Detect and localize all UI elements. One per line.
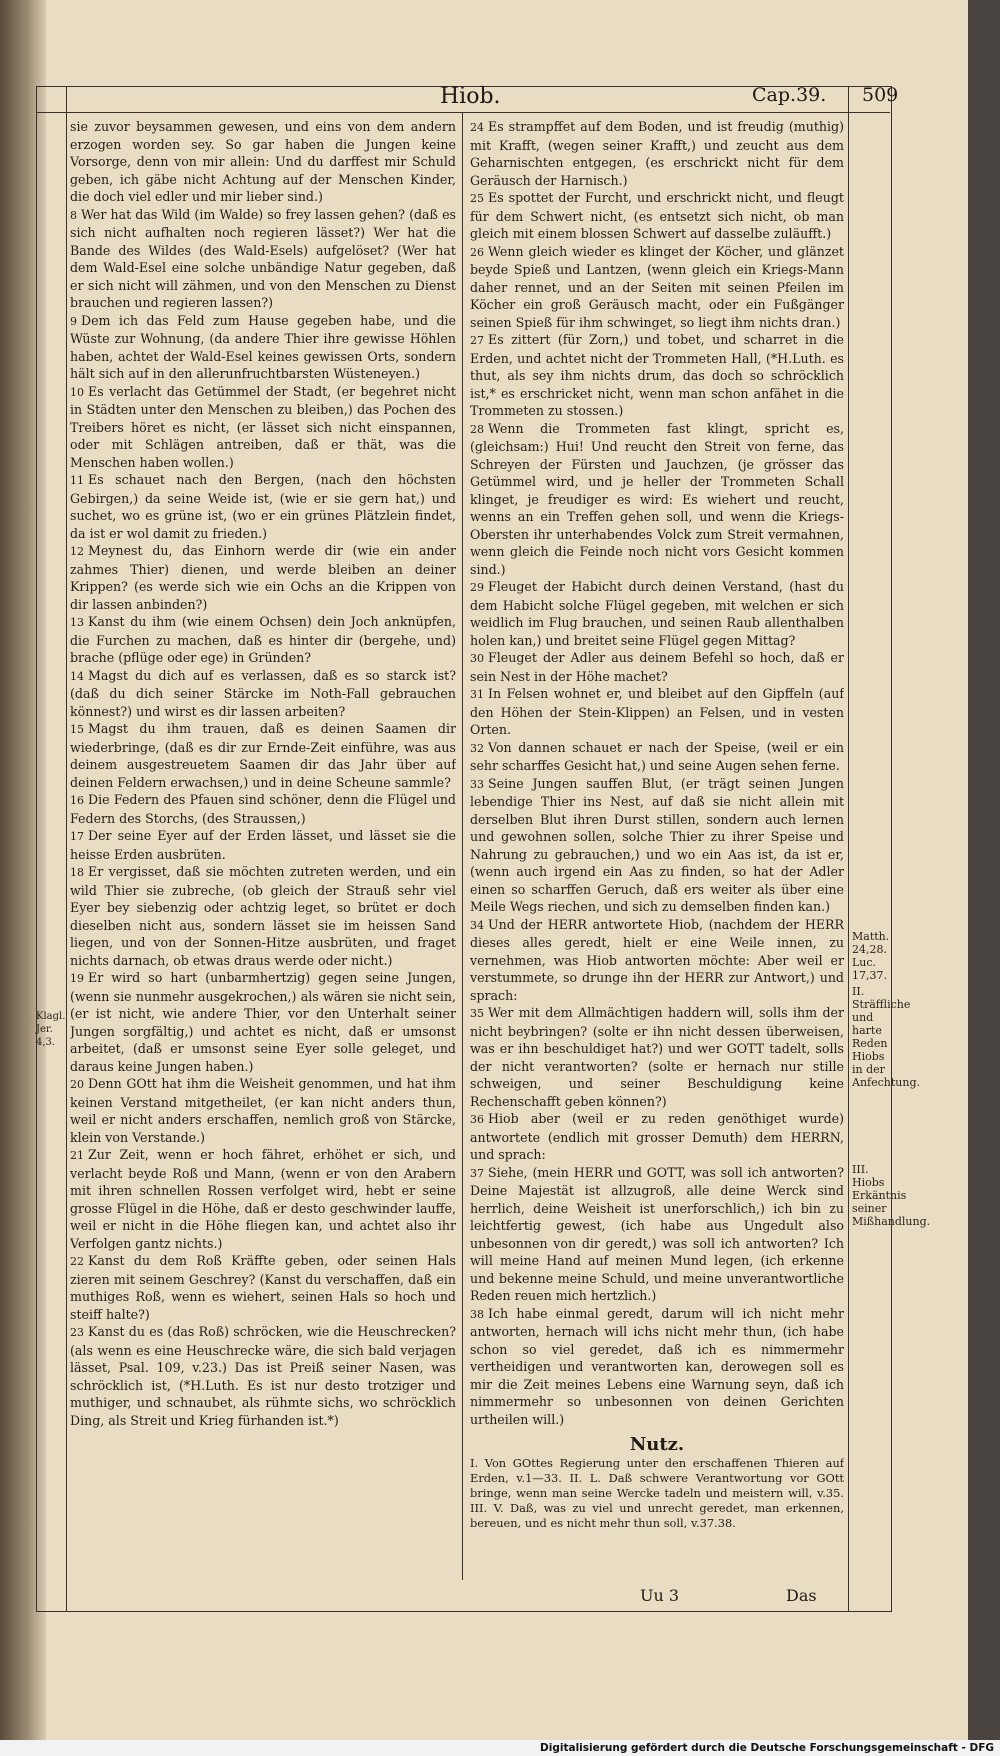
dfg-banner — [0, 1740, 1000, 1756]
verse-number: 9 — [70, 314, 77, 328]
verse-text: Kanst du ihm (wie einem Ochsen) dein Joch anknüpfen, die Furchen zu machen, daß es hinter dir (bergehe, und) brache (pflüge oder ege) in Gründen? — [70, 614, 456, 665]
verse — [470, 118, 844, 189]
verse — [70, 827, 456, 863]
verse — [470, 685, 844, 739]
margin-note-right-2: II. Sträffliche und harte Reden Hiobs in der Anfechtung. — [852, 985, 920, 1089]
verse-number: 31 — [470, 688, 484, 701]
verse-number: 24 — [470, 121, 484, 134]
verse — [470, 775, 844, 916]
verse-text: Denn GOtt hat ihm die Weisheit genommen, und hat ihm keinen Verstand mitgetheilet, (er kan nicht anders thun, weil er nicht anders erschaffen, nemlich groß von Stärcke, klein von Verstande.) — [70, 1076, 456, 1145]
verse-text: Wenn die Trommeten fast klingt, spricht es, (gleichsam:) Hui! Und reucht den Streit von ferne, das Schreyen der Fürsten und Jauchzen, (je grösser das Getümmel wird, und je heller der Trommeten Schall klinget, je freudiger es wird: Es wiehert und reucht, wenns an ein Treffen gehen soll, und wenn die Kriegs-Obersten ihr unterhabendes Volck zum Streit vermahnen, wenn gleich die Feinde noch nicht vors Gesicht kommen sind.) — [470, 420, 844, 577]
verse — [70, 613, 456, 667]
margin-note-left: Klagl. Jer. 4,3. — [36, 1011, 66, 1048]
verse-number: 33 — [470, 777, 484, 791]
verse — [70, 667, 456, 721]
verse-text: Wer hat das Wild (im Walde) so frey lassen gehen? (daß es sich nicht aufhalten noch regieren lässet?) Wer hat die Bande des Wildes (des Wald-Esels) aufgelöset? (Wer hat dem Wald-Esel eine solche unbändige Natur gegeben, daß er sich nicht will zähmen, und von den Menschen zu Dienst brauchen und regieren lassen?) — [70, 206, 456, 310]
verse — [70, 720, 456, 791]
verse-number: 38 — [470, 1307, 484, 1321]
verse-number: 37 — [470, 1166, 484, 1180]
verse-number: 26 — [470, 245, 484, 259]
verse-text: Hiob aber (weil er zu reden genöthiget wurde) antwortete (endlich mit grosser Demuth) dem HERRN, und sprach: — [470, 1111, 844, 1162]
verse-number: 10 — [70, 385, 84, 399]
verse — [470, 649, 844, 685]
verse-text: Es schauet nach den Bergen, (nach den höchsten Gebirgen,) da seine Weide ist, (wie er sie gern hat,) und suchet, wo es grüne ist, (wo er ein grünes Plätzlein findet, da ist er wol damit zu frieden.) — [70, 472, 456, 541]
verse — [70, 1323, 456, 1429]
verse-number: 35 — [470, 1007, 484, 1020]
verse-number: 11 — [70, 474, 84, 487]
verse-text: Der seine Eyer auf der Erden lässet, und lässet sie die heisse Erden ausbrüten. — [70, 828, 456, 862]
verse — [70, 1075, 456, 1146]
verse-text: Es strampffet auf dem Boden, und ist freudig (muthig) mit Krafft, (wegen seiner Krafft,) und zeucht aus dem Geharnischten entgegen, (es erschrickt nicht für dem Geräusch der Harnisch.) — [470, 119, 844, 188]
verse — [70, 1146, 456, 1252]
verse — [470, 1305, 844, 1429]
verse-text: Zur Zeit, wenn er hoch fähret, erhöhet er sich, und verlacht beyde Roß und Mann, (wenn er von den Arabern mit ihren schnellen Rossen verfolget wird, hebt er seine grosse Flügel in die Höhe, daß er desto geschwinder lauffe, weil er nicht in die Höhe fliegen kan, und achtet also ihr Verfolgen gantz nichts.) — [70, 1147, 456, 1251]
verse — [470, 420, 844, 579]
verse-text: Dem ich das Feld zum Hause gegeben habe, und die Wüste zur Wohnung, (da andere Thier ihre gewisse Höhlen haben, achtet der Wald-Esel keines gewissen Orts, sondern hält sich auf in den allerunfruchtbarsten Wüsteneyen.) — [70, 312, 456, 381]
verse-number: 19 — [70, 972, 84, 985]
verse — [470, 578, 844, 649]
verse — [70, 312, 456, 383]
verse — [70, 542, 456, 613]
verse — [470, 916, 844, 1005]
right-text-column — [470, 118, 844, 1588]
verse-text: Seine Jungen sauffen Blut, (er trägt seinen Jungen lebendige Thier ins Nest, auf daß sie nicht allein mit derselben Blut ihren Durst stillen, sondern auch lernen und gewohnen sollen, solche Thier zu ihrer Speise und Nahrung zu gebrauchen,) und wo ein Aas ist, da ist er, (wenn auch irgend ein Aas zu finden, so hat der Adler einen so scharffen Geruch, daß ers weiter als über eine Meile Wegs riechen, und sich zu demselben finden kan.) — [470, 775, 844, 914]
verse-text: Kanst du es (das Roß) schröcken, wie die Heuschrecken? (als wenn es eine Heuschrecke wäre, die sich bald verjagen lässet, Psal. 109, v.23.) Das ist Preiß seiner Nasen, was schröcklich ist, (*H.Luth. Es ist nur desto trotziger und muthiger, und schnaubet, als rühmte sichs, wo schröcklich Ding, als Streit und Krieg fürhanden ist.*) — [70, 1324, 456, 1428]
verse — [470, 243, 844, 332]
verse-number: 12 — [70, 545, 84, 558]
verse — [470, 189, 844, 243]
verse-text: Kanst du dem Roß Kräffte geben, oder seinen Hals zieren mit seinem Geschrey? (Kanst du verschaffen, daß ein muthiges Roß, wenn es wiehert, seinen Hals so hoch und steiff halte?) — [70, 1253, 456, 1322]
verse-text: Fleuget der Adler aus deinem Befehl so hoch, daß er sein Nest in der Höhe machet? — [470, 650, 844, 684]
left-margin-rule — [66, 86, 67, 1612]
verse-number: 8 — [70, 208, 77, 222]
verse-number: 23 — [70, 1326, 84, 1339]
verse-number: 22 — [70, 1255, 84, 1268]
nutz-summary: I. Von GOttes Regierung unter den erschaffenen Thieren auf Erden, v.1—33. II. L. Daß schwere Verantwortung vor GOtt bringe, wenn man seine Wercke tadeln und meistern will, v.35. III. V. Daß, was zu viel und unrecht geredet, man erkennen, bereuen, und es nicht mehr thun soll, v.37.38. — [470, 1455, 844, 1530]
verse-number: 29 — [470, 581, 484, 594]
verse-text: Es spottet der Furcht, und erschrickt nicht, und fleugt für dem Schwert nicht, (es entsetzt sich nicht, ob man gleich mit einem blossen Schwert auf dasselbe zuläufft.) — [470, 190, 844, 241]
verse-number: 36 — [470, 1113, 484, 1126]
verse-text: Fleuget der Habicht durch deinen Verstand, (hast du dem Habicht solche Flügel gegeben, mit welchen er sich weidlich im Flug brauchen, und seinen Raub allenthalben holen kan,) und breitet seine Flügel gegen Mittag? — [470, 579, 844, 648]
verse-text: Er wird so hart (unbarmhertzig) gegen seine Jungen, (wenn sie nunmehr ausgekrochen,) als wären sie nicht sein, (er ist nicht, wie andere Thier, vor den Unterhalt seiner Jungen sorgfältig,) und achtet es nicht, daß er umsonst arbeitet, (daß er umsonst seine Eyer solle geleget, und daraus keine Jungen haben.) — [70, 970, 456, 1074]
verse — [70, 791, 456, 827]
verse-number: 28 — [470, 422, 484, 436]
verse — [70, 383, 456, 472]
verse — [470, 1004, 844, 1110]
margin-note-right-3: III. Hiobs Erkäntnis seiner Mißhandlung. — [852, 1163, 931, 1228]
column-divider — [462, 112, 463, 1580]
verse-text: Es verlacht das Getümmel der Stadt, (er begehret nicht in Städten unter den Menschen zu bleiben,) das Pochen des Treibers höret es nicht, (er lässet sich nicht einspannen, oder mit Schlägen antreiben, daß er thät, was die Menschen haben wollen.) — [70, 383, 456, 470]
verse-number: 15 — [70, 723, 84, 736]
verse-text: Und der HERR antwortete Hiob, (nachdem der HERR dieses alles geredt, hielt er eine Weile innen, zu vernehmen, was Hiob antworten möchte: Aber weil er verstummete, so drunge ihn der HERR zur Antwort,) und sprach: — [470, 916, 844, 1003]
verse-text: Siehe, (mein HERR und GOTT, was soll ich antworten? Deine Majestät ist allzugroß, alle deine Werck sind herrlich, deine Weisheit ist unerforschlich,) ich bin zu leichtfertig gewest, (ich habe aus Ungedult also unbesonnen von dir geredt,) was soll ich antworten? Ich will meine Hand auf meinen Mund legen, (ich erkenne und bekenne meine Schuld, und meine unverantwortliche Reden reuen mich hertzlich.) — [470, 1164, 844, 1303]
catchword: Das — [786, 1586, 817, 1605]
verse-text: Von dannen schauet er nach der Speise, (weil er ein sehr scharffes Gesicht hat,) und seine Augen sehen ferne. — [470, 739, 844, 773]
chapter-label: Cap.39. — [752, 84, 827, 106]
signature-mark: Uu 3 — [640, 1586, 680, 1605]
verse-text: Magst du ihm trauen, daß es deinen Saamen dir wiederbringe, (daß es dir zur Ernde-Zeit einführe, was aus deinem ausgestreuetem Saamen dir das Jahr über auf deinen Feldern erwachsen,) und in deine Scheune sammle? — [70, 721, 456, 790]
verse-number: 27 — [470, 334, 484, 347]
verse-text: Wer mit dem Allmächtigen haddern will, solls ihm der nicht beybringen? (solte er ihn nicht dessen überweisen, was er ihn beschuldiget hat?) und wer GOTT tadelt, solls der nicht verantworten? (solte er hernach nur stille schweigen, und seiner Beschuldigung keine Rechenschafft geben können?) — [470, 1005, 844, 1109]
verse-number: 32 — [470, 741, 484, 755]
right-margin-rule — [848, 86, 849, 1612]
verse-number: 17 — [70, 830, 84, 843]
verse-number: 14 — [70, 669, 84, 683]
verse-number: 16 — [70, 794, 84, 807]
verse-text: Er vergisset, daß sie möchten zutreten werden, und ein wild Thier sie zubreche, (ob gleich der Strauß sehr viel Eyer bey siebenzig oder achtzig leget, so brütet er doch dieselben nicht aus, sondern lässet sie im heissen Sand liegen, und von der Sonnen-Hitze ausbrüten, und fraget nichts darnach, ob etwas draus werde oder nicht.) — [70, 864, 456, 968]
verse — [70, 969, 456, 1075]
verse — [470, 1164, 844, 1305]
verse — [70, 206, 456, 312]
margin-note-right-1: Matth. 24,28. Luc. 17,37. — [852, 930, 890, 982]
nutz-heading: Nutz. — [629, 1434, 685, 1455]
verse — [70, 1252, 456, 1323]
running-title: Hiob. — [440, 84, 501, 109]
page-number: 509 — [862, 84, 899, 106]
verse-number: 20 — [70, 1078, 84, 1091]
verse-text: Die Federn des Pfauen sind schöner, denn die Flügel und Federn des Storchs, (des Straussen,) — [70, 792, 456, 826]
verse — [70, 471, 456, 542]
verse-text: Meynest du, das Einhorn werde dir (wie ein ander zahmes Thier) dienen, und werde bleiben an deiner Krippen? (es werde sich wie ein Ochs an die Krippen von dir lassen anbinden?) — [70, 543, 456, 612]
verse-text: In Felsen wohnet er, und bleibet auf den Gipffeln (auf den Höhen der Stein-Klippen) an Felsen, und in vesten Orten. — [470, 686, 844, 737]
verse-number: 18 — [70, 866, 84, 879]
verse-text: Magst du dich auf es verlassen, daß es so starck ist? (daß du dich seiner Stärcke im Noth-Fall gebrauchen könnest?) und wirst es dir lassen arbeiten? — [70, 667, 456, 719]
verse-number: 30 — [470, 652, 484, 665]
verse-number: 25 — [470, 192, 484, 205]
left-text-column — [70, 118, 456, 1578]
verse-number: 34 — [470, 918, 484, 932]
verse-text: Wenn gleich wieder es klinget der Köcher, und glänzet beyde Spieß und Lantzen, (wenn gleich ein Kriegs-Mann daher rennet, und an der Seiten mit seinen Pfeilen im Köcher ein groß Geräusch macht, oder ein Fußgänger seinen Spieß für ihm schwinget, so liegt ihm nichts dran.) — [470, 243, 844, 330]
verse — [70, 118, 456, 206]
verse — [470, 739, 844, 775]
verse-number: 21 — [70, 1149, 84, 1162]
verse-text: Ich habe einmal geredt, darum will ich nicht mehr antworten, hernach will ichs nicht mehr thun, (ich habe schon so viel geredet, daß ich es nimmermehr vertheidigen und verantworten kan, derowegen soll es mir die Zeit meines Lebens eine Warnung seyn, daß ich nimmermehr so unbesonnen von deinen Gerichten urtheilen will.) — [470, 1305, 844, 1427]
verse — [470, 331, 844, 420]
dfg-banner-text: Digitalisierung gefördert durch die Deutsche Forschungsgemeinschaft - DFG — [540, 1742, 994, 1754]
verse — [470, 1110, 844, 1164]
verse-text: Es zittert (für Zorn,) und tobet, und scharret in die Erden, und achtet nicht der Trommeten Hall, (*H.Luth. es thut, als sey ihm nichts drum, das doch so schröcklich ist,* es erschricket nicht, wenn man schon anfähet in die Trommeten zu stossen.) — [470, 332, 844, 418]
verse-number: 13 — [70, 616, 84, 629]
header-rule — [36, 112, 890, 113]
verse-text: sie zuvor beysammen gewesen, und eins von dem andern erzogen worden sey. So gar haben die Jungen keine Vorsorge, denn von mir allein: Und du darffest mir Schuld geben, ich gäbe nicht Achtung auf der Menschen Kinder, die doch viel edler und mir lieber sind.) — [70, 119, 456, 204]
verse — [70, 863, 456, 969]
